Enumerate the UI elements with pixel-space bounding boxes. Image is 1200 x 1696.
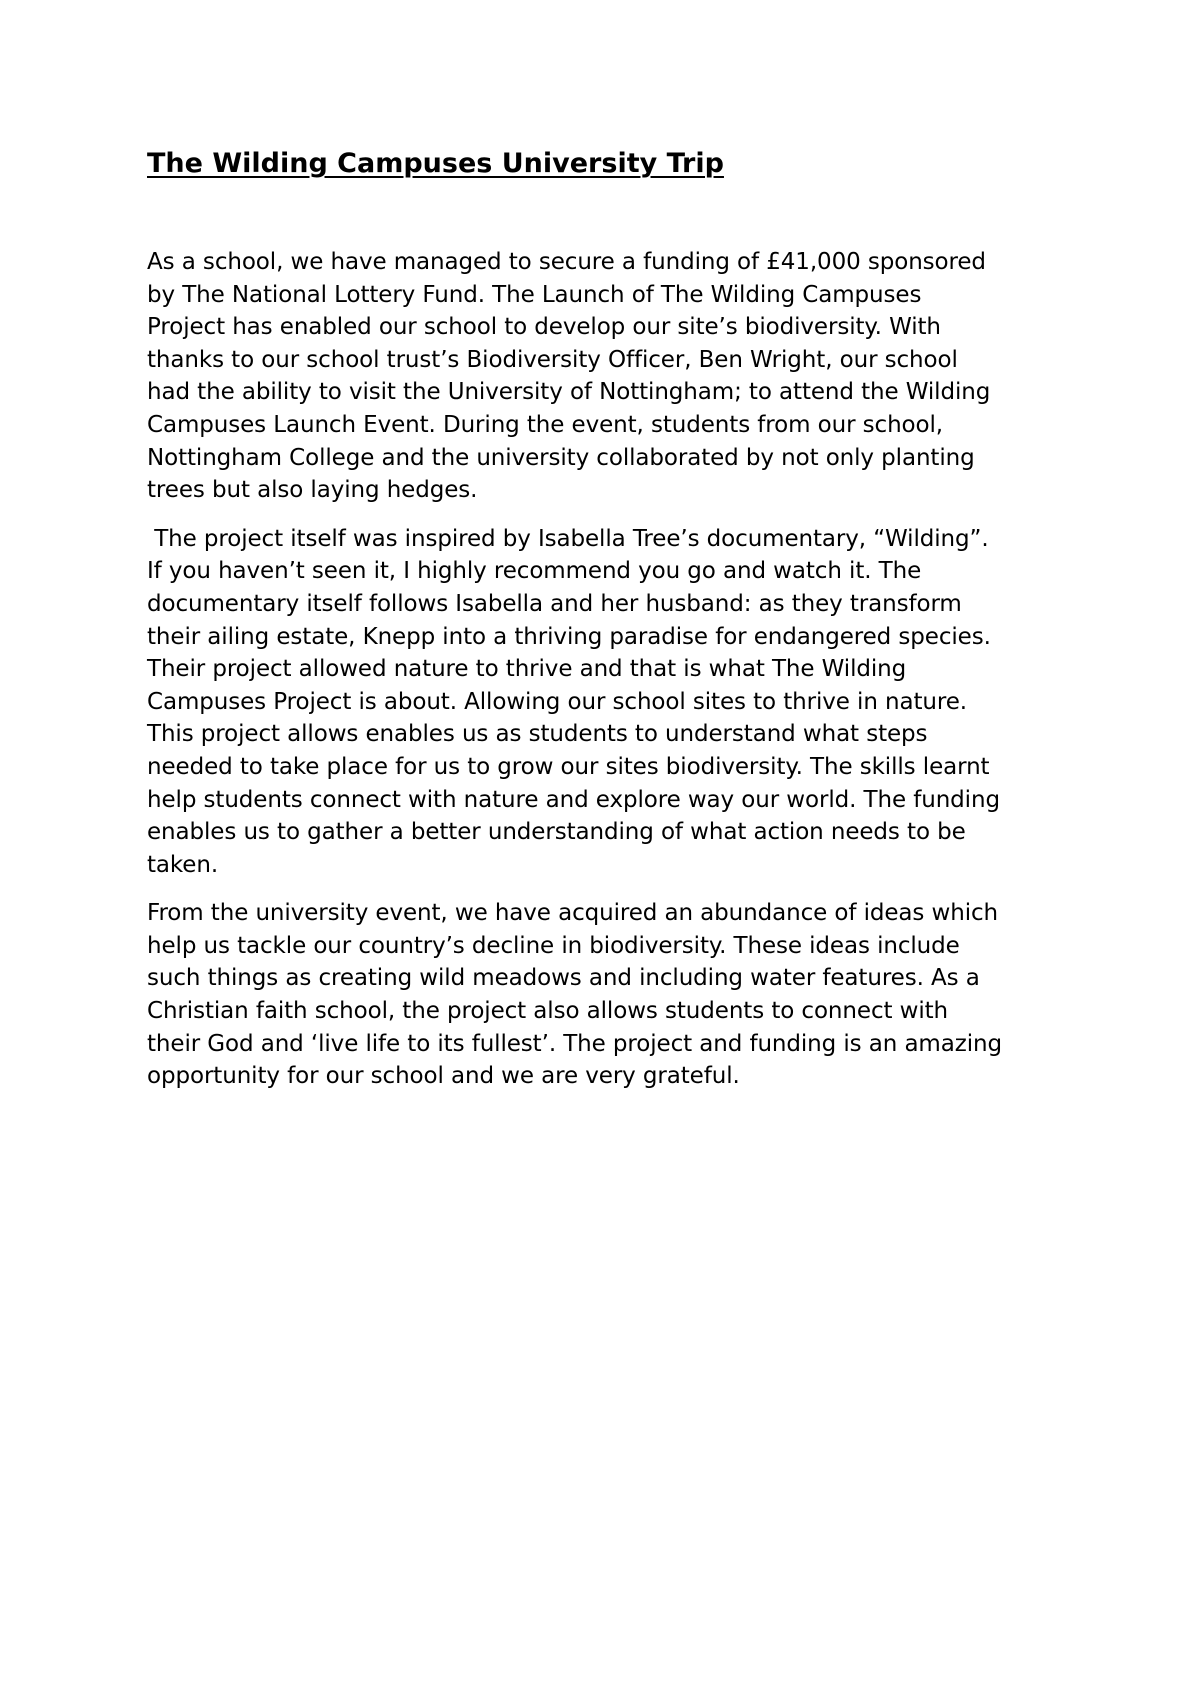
- paragraph-line: enables us to gather a better understanding of what action needs to be: [147, 819, 966, 846]
- paragraph-line: documentary itself follows Isabella and her husband: as they transform: [147, 590, 962, 617]
- paragraph-line: opportunity for our school and we are very grateful.: [147, 1063, 740, 1090]
- paragraph-line: had the ability to visit the University of Nottingham; to attend the Wilding: [147, 379, 991, 406]
- paragraph-line: help us tackle our country’s decline in biodiversity. These ideas include: [147, 932, 960, 959]
- paragraph-line: help students connect with nature and explore way our world. The funding: [147, 786, 1000, 813]
- paragraph-line: their God and ‘live life to its fullest’. The project and funding is an amazing: [147, 1030, 1002, 1057]
- paragraph-line: their ailing estate, Knepp into a thriving paradise for endangered species.: [147, 623, 991, 650]
- paragraph-2: [147, 523, 1067, 882]
- paragraph-1: [147, 246, 1067, 507]
- paragraph-line: by The National Lottery Fund. The Launch of The Wilding Campuses: [147, 281, 922, 308]
- document-content: [147, 146, 1067, 1109]
- paragraph-line: Christian faith school, the project also allows students to connect with: [147, 998, 949, 1025]
- paragraph-line: Campuses Launch Event. During the event, students from our school,: [147, 411, 943, 438]
- paragraph-line: Campuses Project is about. Allowing our school sites to thrive in nature.: [147, 688, 967, 715]
- paragraph-line: If you haven’t seen it, I highly recommend you go and watch it. The: [147, 558, 922, 585]
- document-body: [147, 246, 1067, 1093]
- paragraph-line: needed to take place for us to grow our sites biodiversity. The skills learnt: [147, 753, 990, 780]
- paragraph-line: From the university event, we have acquired an abundance of ideas which: [147, 900, 999, 927]
- paragraph-line: taken.: [147, 851, 219, 878]
- paragraph-line: This project allows enables us as students to understand what steps: [147, 721, 928, 748]
- paragraph-line: Project has enabled our school to develop our site’s biodiversity. With: [147, 314, 941, 341]
- paragraph-line: As a school, we have managed to secure a funding of £41,000 sponsored: [147, 249, 986, 275]
- paragraph-line: thanks to our school trust’s Biodiversity Officer, Ben Wright, our school: [147, 346, 958, 373]
- paragraph-line: Their project allowed nature to thrive and that is what The Wilding: [147, 656, 907, 683]
- paragraph-line: such things as creating wild meadows and including water features. As a: [147, 965, 980, 992]
- paragraph-line: Nottingham College and the university collaborated by not only planting: [147, 444, 975, 471]
- document-title: The Wilding Campuses University Trip: [147, 148, 724, 179]
- paragraph-3: [147, 897, 1067, 1093]
- paragraph-line: The project itself was inspired by Isabella Tree’s documentary, “Wilding”.: [147, 525, 989, 552]
- paragraph-line: trees but also laying hedges.: [147, 477, 478, 504]
